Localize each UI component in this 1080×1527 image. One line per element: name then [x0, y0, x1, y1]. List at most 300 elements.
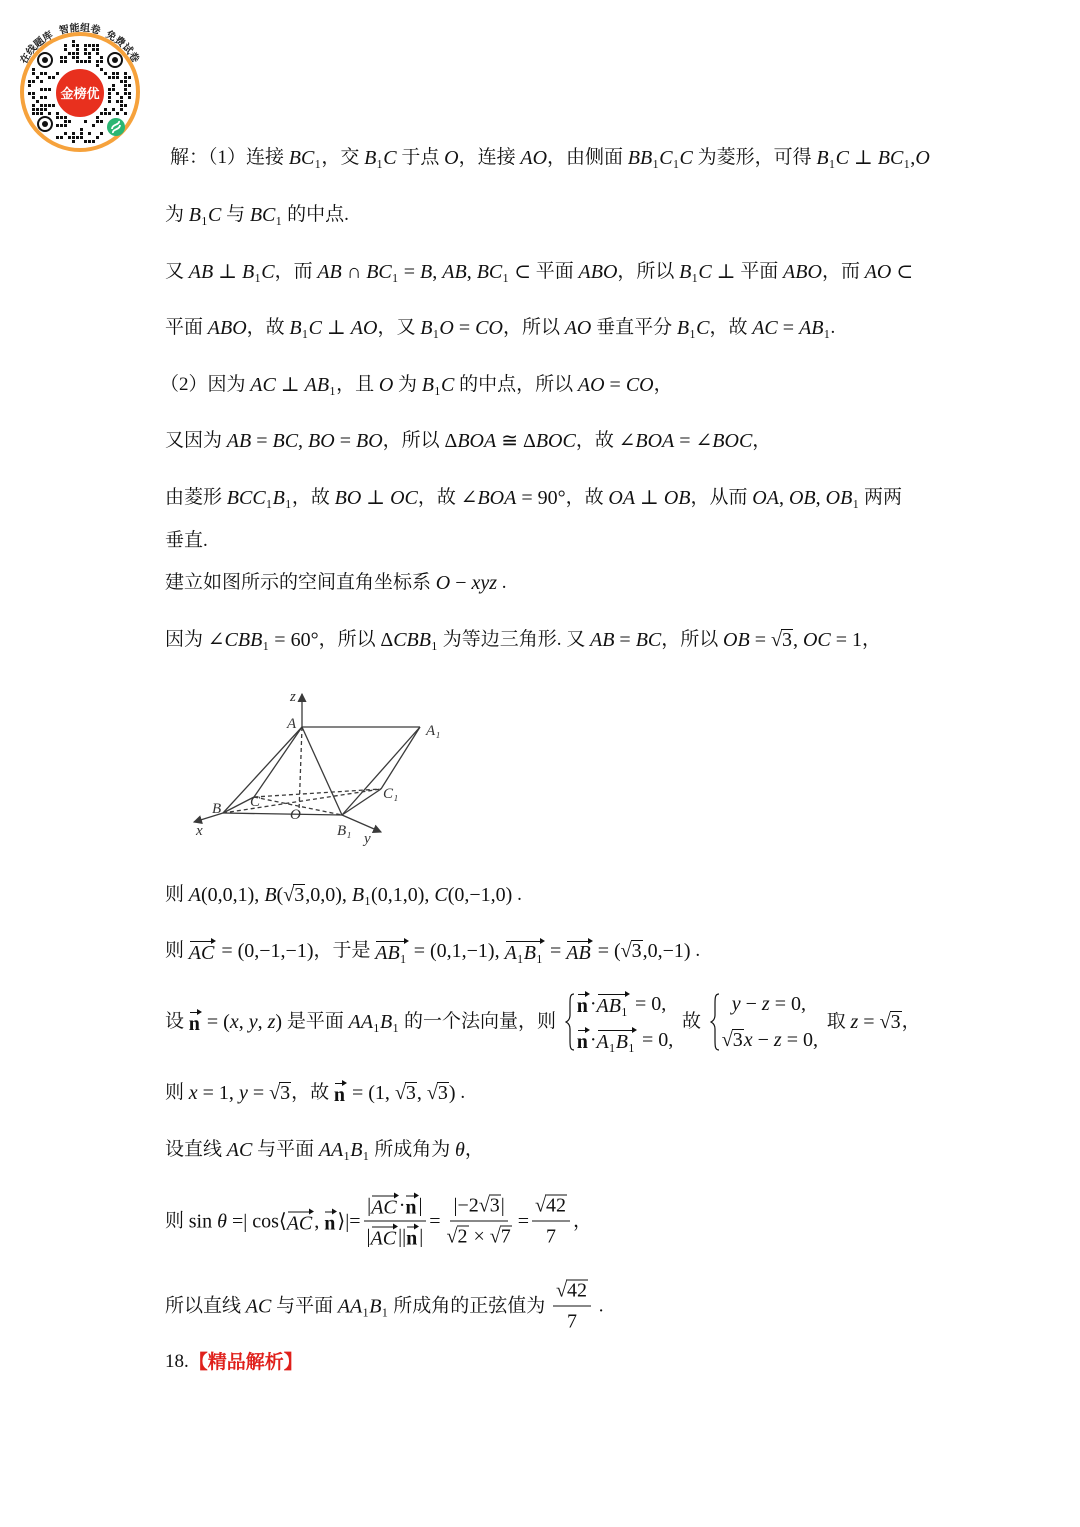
equation-row	[577, 991, 673, 1017]
math-expression	[816, 145, 929, 171]
math-symbol: = 1,	[197, 1082, 239, 1104]
text-run: 的一个法向量，则	[399, 1011, 561, 1032]
math-symbol: C	[261, 261, 275, 283]
solution-line	[165, 570, 507, 596]
math-symbol: 2	[457, 1225, 468, 1248]
math-symbol: =	[429, 1210, 441, 1232]
text-run: 所成角为	[369, 1139, 455, 1160]
math-symbol: 3	[732, 1029, 743, 1051]
math-symbol: √	[555, 1279, 567, 1302]
math-symbol: O	[435, 572, 451, 594]
qr-dot	[44, 72, 47, 75]
text-run: 于点	[396, 147, 445, 168]
qr-dot	[112, 88, 115, 91]
math-expression	[246, 1293, 272, 1319]
text-run: ，	[464, 1139, 484, 1160]
qr-dot	[76, 56, 79, 59]
math-symbol: −	[740, 993, 762, 1015]
qr-dot	[60, 124, 63, 127]
qr-dot	[100, 120, 103, 123]
math-symbol: 42	[546, 1194, 567, 1217]
math-symbol: ₁	[265, 487, 273, 509]
math-expression	[227, 485, 292, 511]
math-expression	[590, 627, 661, 653]
equation-system	[710, 991, 818, 1053]
qr-dot	[124, 72, 127, 75]
math-symbol: B	[615, 1031, 628, 1053]
qr-dot	[88, 140, 91, 143]
qr-dot	[104, 112, 107, 115]
qr-dot	[104, 108, 107, 111]
math-expression	[335, 485, 418, 511]
solution-line	[170, 145, 930, 171]
qr-dot	[60, 60, 63, 63]
math-symbol: B	[289, 317, 302, 339]
math-symbol: ₁	[314, 147, 322, 169]
math-symbol: x	[229, 1011, 239, 1033]
text-run: ，故	[246, 317, 290, 338]
math-symbol: C	[835, 147, 849, 169]
jinbangyou-logo	[0, 0, 160, 165]
math-symbol: √	[489, 1225, 501, 1248]
text-run: 设	[165, 1011, 189, 1032]
math-symbol: −	[450, 572, 472, 594]
math-symbol: ⊥	[848, 147, 878, 169]
math-symbol: AC	[371, 1196, 397, 1219]
math-symbol: AB	[304, 374, 330, 396]
label-B: B	[212, 801, 222, 817]
qr-dot	[28, 80, 31, 83]
math-symbol: 3	[280, 1082, 291, 1104]
math-symbol: )	[275, 1011, 283, 1033]
math-symbol: ,	[314, 1210, 325, 1232]
math-symbol: 3	[890, 1011, 901, 1033]
math-expression	[723, 627, 862, 653]
math-symbol: ⊥	[711, 261, 736, 283]
math-expression	[535, 1193, 567, 1219]
text-run: .	[690, 940, 701, 961]
text-run: 又因为	[165, 430, 227, 451]
math-expression	[419, 1193, 423, 1219]
fraction	[444, 1193, 515, 1250]
math-symbol: ₁	[652, 147, 660, 169]
math-expression	[628, 145, 693, 171]
math-symbol: sin	[188, 1210, 213, 1232]
qr-dot	[68, 136, 71, 139]
math-expression	[289, 145, 322, 171]
qr-dot	[56, 124, 59, 127]
math-symbol: B	[523, 942, 536, 964]
qr-dot	[32, 112, 35, 115]
math-symbol: =	[858, 1011, 880, 1033]
qr-dot	[116, 92, 119, 95]
math-symbol: AO	[577, 374, 605, 396]
math-symbol: A	[596, 1031, 609, 1053]
math-symbol: ,	[778, 487, 789, 509]
math-symbol: B	[188, 204, 201, 226]
math-expression	[398, 1224, 406, 1250]
qr-dot	[88, 60, 91, 63]
normal-vector-n: n	[324, 1208, 337, 1234]
math-symbol	[722, 993, 732, 1015]
math-symbol: |	[418, 1194, 423, 1217]
qr-dot	[128, 92, 131, 95]
math-symbol: AC	[250, 374, 276, 396]
math-symbol: ⊥	[321, 317, 351, 339]
math-expression	[189, 1208, 287, 1234]
qr-dot	[108, 96, 111, 99]
math-expression	[422, 372, 455, 398]
qr-dot	[64, 132, 67, 135]
qr-dot	[96, 48, 99, 51]
math-symbol: √	[283, 884, 295, 906]
math-symbol: y	[731, 993, 741, 1015]
math-expression	[314, 1208, 324, 1234]
equation-rows	[577, 991, 673, 1053]
math-symbol: AB	[226, 430, 252, 452]
qr-dot	[124, 76, 127, 79]
text-run: 设直线	[165, 1139, 227, 1160]
math-symbol: BC	[476, 261, 503, 283]
text-run: ，且	[336, 374, 379, 395]
math-symbol: B	[816, 147, 829, 169]
math-expression	[590, 1027, 597, 1053]
math-symbol: θ	[454, 1139, 465, 1161]
normal-vector-n: n	[334, 1080, 347, 1106]
vector	[189, 938, 217, 964]
math-symbol: ⊂	[891, 261, 914, 283]
math-expression	[289, 315, 377, 341]
fraction-numerator	[364, 1193, 425, 1222]
normal-vector-n: n	[577, 1027, 590, 1053]
math-symbol: C	[679, 147, 693, 169]
qr-dot	[92, 124, 95, 127]
text-run: 与平面	[252, 1139, 319, 1160]
qr-dot	[56, 116, 59, 119]
text-run: 取	[821, 1011, 851, 1032]
qr-dot	[124, 92, 127, 95]
math-symbol: O	[439, 317, 454, 339]
math-symbol: ≅ Δ	[496, 430, 536, 452]
math-symbol: ₁	[362, 1295, 370, 1317]
math-symbol: = 1	[830, 629, 863, 651]
math-symbol: ×	[468, 1225, 490, 1248]
math-symbol: ₁	[275, 204, 283, 226]
math-expression	[565, 315, 592, 341]
math-symbol: |	[500, 1194, 505, 1217]
math-symbol: BO	[334, 487, 362, 509]
vector	[371, 1224, 399, 1250]
qr-dot	[100, 132, 103, 135]
fraction-numerator	[450, 1193, 507, 1222]
math-symbol: ⊥	[275, 374, 305, 396]
math-expression	[455, 1137, 465, 1163]
math-symbol: = (	[592, 940, 621, 962]
math-symbol: ₁	[689, 317, 697, 339]
vector	[597, 991, 630, 1017]
label-O: O	[290, 807, 301, 823]
math-expression	[208, 315, 247, 341]
solution-line	[165, 259, 913, 285]
solution-line	[165, 485, 902, 511]
text-run: ，故	[291, 487, 335, 508]
math-symbol: ₁	[200, 204, 208, 226]
solution-line	[165, 882, 522, 908]
math-symbol: √	[269, 1082, 281, 1104]
math-symbol: AB	[375, 942, 400, 964]
text-run: 平面	[165, 317, 208, 338]
math-symbol: =	[749, 629, 771, 651]
math-symbol: ₁	[376, 147, 384, 169]
qr-dot	[108, 88, 111, 91]
solution-line	[165, 1193, 592, 1250]
qr-dot	[64, 120, 67, 123]
qr-dot	[88, 56, 91, 59]
math-symbol: ₁	[672, 147, 680, 169]
math-symbol: √	[879, 1011, 891, 1033]
equation-rows	[722, 991, 818, 1053]
math-expression	[453, 1193, 504, 1219]
qr-dot	[52, 76, 55, 79]
math-expression	[556, 1278, 588, 1304]
logo-arc-1: 在线题库	[18, 29, 56, 66]
math-symbol: B	[264, 884, 277, 906]
text-run: 又	[165, 261, 189, 282]
math-symbol: C	[698, 261, 712, 283]
qr-dot	[32, 80, 35, 83]
qr-dot	[100, 56, 103, 59]
solution-line	[165, 938, 700, 964]
qr-dot	[40, 80, 43, 83]
qr-dot	[64, 116, 67, 119]
math-symbol: ,0,0),	[305, 884, 352, 906]
math-symbol: z	[773, 1029, 782, 1051]
math-symbol: )	[448, 1082, 456, 1104]
math-symbol: =	[517, 1210, 530, 1232]
text-run: 因为	[165, 629, 208, 650]
math-expression	[783, 259, 822, 285]
math-symbol: C	[308, 317, 322, 339]
qr-dot	[112, 72, 115, 75]
qr-dot	[76, 52, 79, 55]
text-run: 故	[677, 1011, 706, 1032]
math-symbol: AC	[245, 1295, 272, 1317]
prism-coordinate-figure	[185, 682, 455, 850]
math-symbol: B	[364, 147, 377, 169]
math-symbol: xyz	[471, 572, 498, 594]
math-expression	[250, 202, 283, 228]
math-symbol: OC	[802, 629, 831, 651]
qr-dot	[116, 100, 119, 103]
text-run: 则	[165, 940, 189, 961]
label-x: x	[196, 823, 203, 839]
math-symbol: = 0,	[629, 993, 667, 1015]
math-symbol: AA	[348, 1011, 374, 1033]
qr-dot	[40, 96, 43, 99]
logo-badge-text: 金榜优	[60, 87, 100, 102]
math-symbol: ₁	[627, 1031, 635, 1053]
qr-dot	[52, 104, 55, 107]
math-expression	[677, 315, 710, 341]
edge-B-B1	[223, 813, 342, 815]
math-expression	[317, 259, 531, 285]
math-expression	[865, 259, 913, 285]
math-symbol: ₁	[373, 1011, 381, 1033]
vector	[371, 1193, 399, 1219]
math-symbol: ,	[815, 487, 826, 509]
mini-program-icon	[107, 118, 125, 136]
qr-dot	[76, 48, 79, 51]
math-symbol: = 90°	[516, 487, 566, 509]
math-expression	[520, 145, 547, 171]
math-symbol: ,	[792, 629, 803, 651]
math-expression	[436, 570, 497, 596]
math-symbol: ∠	[207, 629, 225, 651]
vector	[375, 938, 408, 964]
qr-dot	[124, 112, 127, 115]
qr-dot	[108, 112, 111, 115]
math-symbol: θ	[217, 1210, 227, 1232]
text-run: .	[497, 572, 507, 593]
qr-dot	[44, 88, 47, 91]
qr-dot	[120, 108, 123, 111]
qr-dot	[56, 136, 59, 139]
math-symbol: BC	[288, 147, 315, 169]
fraction	[532, 1193, 570, 1250]
qr-dot	[80, 136, 83, 139]
math-symbol: ABO	[207, 317, 247, 339]
math-symbol: (0,−1,0)	[447, 884, 513, 906]
qr-dot	[28, 84, 31, 87]
math-symbol: C	[434, 884, 448, 906]
qr-dot	[64, 60, 67, 63]
math-symbol: 3	[631, 940, 642, 962]
text-run: 所以直线	[165, 1295, 246, 1316]
math-expression	[608, 485, 690, 511]
math-expression	[444, 428, 575, 454]
edge-A-B1	[302, 727, 342, 815]
qr-dot	[92, 44, 95, 47]
math-symbol: x	[743, 1029, 753, 1051]
qr-dot	[80, 60, 83, 63]
math-symbol: = (	[201, 1011, 230, 1033]
math-expression	[447, 1224, 512, 1250]
math-symbol: OB	[663, 487, 691, 509]
math-symbol: ₁	[691, 261, 699, 283]
math-symbol: OB	[723, 629, 750, 651]
math-symbol: BCC	[226, 487, 266, 509]
text-run: 由菱形	[165, 487, 227, 508]
math-expression	[590, 991, 597, 1017]
math-expression	[189, 1080, 291, 1106]
math-symbol: AB	[317, 261, 342, 283]
text-run: 的中点.	[282, 204, 349, 225]
math-symbol: ₁	[254, 261, 262, 283]
label-C: C	[250, 794, 261, 810]
math-symbol: 42	[566, 1279, 587, 1302]
equation-system	[565, 991, 673, 1053]
text-run: ，所以	[661, 629, 724, 650]
vector	[287, 1208, 315, 1234]
math-expression	[637, 1027, 673, 1053]
math-symbol: B	[350, 1139, 363, 1161]
qr-dot	[72, 56, 75, 59]
text-run: ，又	[377, 317, 421, 338]
qr-dot	[96, 44, 99, 47]
math-symbol: =	[604, 374, 626, 396]
math-symbol: BO	[356, 430, 383, 452]
math-symbol: =	[247, 1082, 270, 1104]
math-symbol: AC	[370, 1227, 397, 1250]
math-expression	[545, 938, 566, 964]
math-symbol: C	[383, 147, 397, 169]
math-expression	[349, 1009, 400, 1035]
math-expression	[429, 1208, 440, 1234]
math-symbol: BOA	[477, 487, 517, 509]
qr-dot	[100, 60, 103, 63]
text-run: ，故	[565, 487, 609, 508]
math-symbol: 3	[294, 884, 305, 906]
math-expression	[227, 428, 383, 454]
solution-line	[165, 991, 921, 1053]
math-expression	[630, 991, 666, 1017]
qr-dot	[92, 48, 95, 51]
math-symbol: 7	[546, 1225, 557, 1248]
math-symbol: =	[251, 430, 273, 452]
text-run: .	[455, 1082, 466, 1103]
math-expression	[216, 938, 313, 964]
qr-dot	[108, 100, 111, 103]
math-symbol: B	[679, 261, 692, 283]
math-expression	[851, 1009, 902, 1035]
math-symbol: =	[614, 629, 636, 651]
math-symbol: ₁ =	[391, 261, 421, 283]
math-expression	[409, 938, 505, 964]
solution-line	[165, 315, 835, 341]
text-run: ，而	[274, 261, 318, 282]
qr-dot	[48, 104, 51, 107]
math-expression	[752, 485, 859, 511]
qr-dot	[124, 88, 127, 91]
qr-dot	[80, 128, 83, 131]
math-symbol: ∠	[618, 430, 636, 452]
qr-dot	[100, 68, 103, 71]
label-A: A	[287, 716, 297, 732]
math-symbol: BOC	[712, 430, 753, 452]
text-run: 则	[165, 884, 189, 905]
math-expression	[208, 627, 319, 653]
math-symbol: O	[378, 374, 394, 396]
fraction-denominator	[564, 1307, 580, 1335]
label-z: z	[290, 689, 296, 705]
qr-dot	[28, 92, 31, 95]
math-symbol: BOC	[535, 430, 576, 452]
qr-dot	[40, 88, 43, 91]
math-symbol: √	[620, 940, 632, 962]
text-run: 的中点，所以	[454, 374, 578, 395]
text-run: ，所以	[617, 261, 680, 282]
text-run: ，	[752, 430, 772, 451]
solution-line	[165, 528, 208, 554]
math-symbol: ABO	[578, 261, 618, 283]
math-symbol: B	[420, 317, 433, 339]
math-symbol: BC	[366, 261, 392, 283]
qr-dot	[32, 96, 35, 99]
label-A1: A₁	[426, 723, 441, 739]
math-symbol: Δ	[380, 629, 394, 651]
math-symbol: ₁ = 60°	[262, 629, 319, 651]
qr-dot	[84, 44, 87, 47]
